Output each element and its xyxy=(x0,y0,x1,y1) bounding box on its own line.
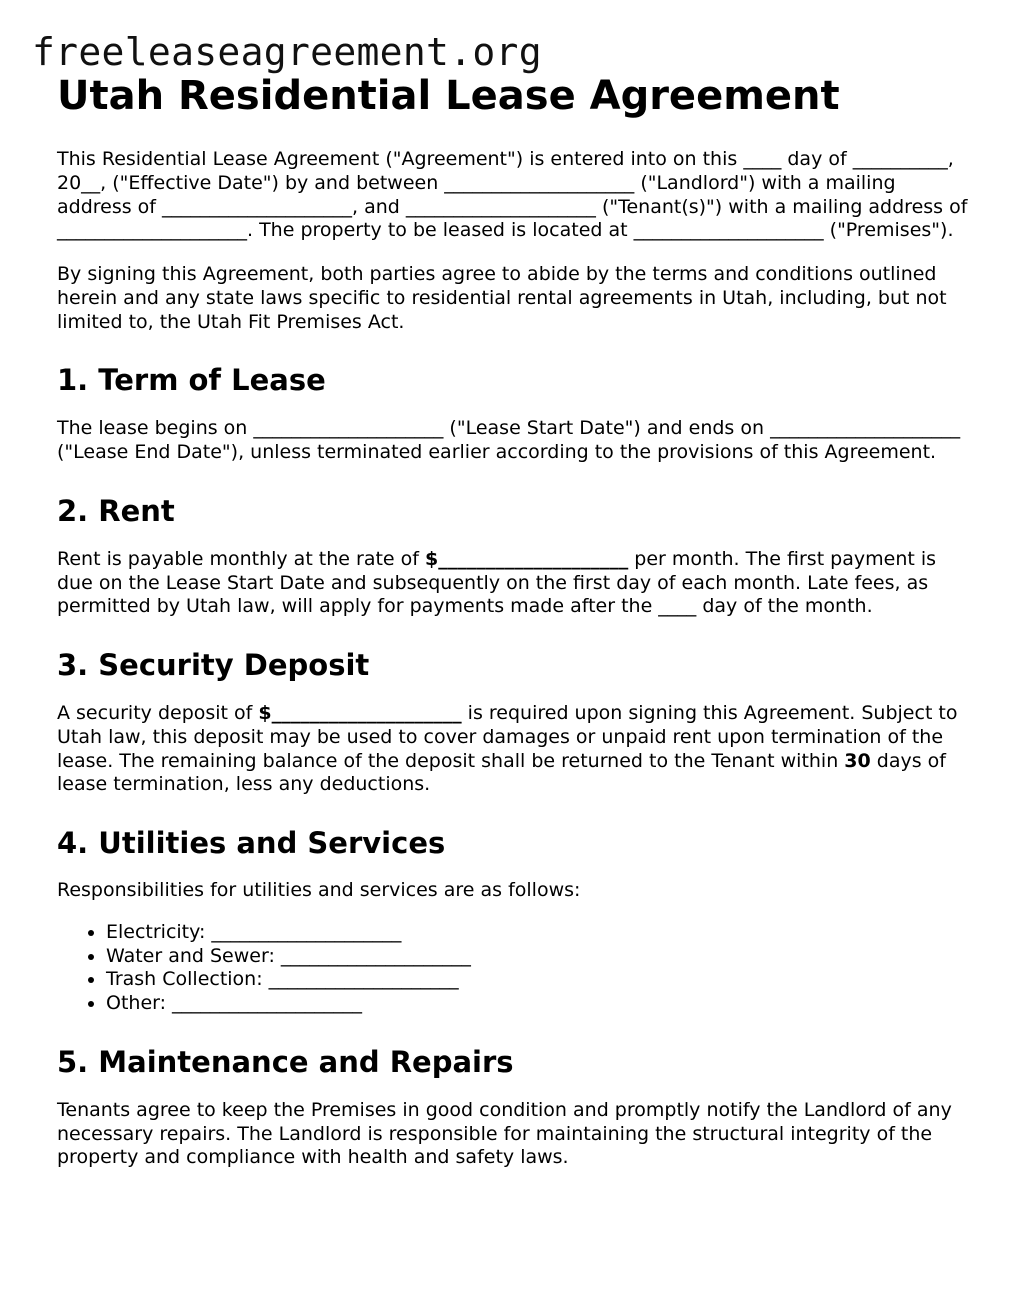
intro-paragraph: This Residential Lease Agreement ("Agreement") is entered into on this ____ day of __________, 20__, ("Effective Date") by and between ____________________ ("Landlord") with a mailing address of ____________________, and ____________________ ("Tenant(s)") with a mailing address of ____________________. The property to be leased is located at ____________________ ("Premises"). xyxy=(57,148,968,242)
document-title: Utah Residential Lease Agreement xyxy=(57,73,840,119)
rent-paragraph xyxy=(57,548,972,619)
term-paragraph: The lease begins on ____________________ ("Lease Start Date") and ends on ____________________ ("Lease End Date"), unless terminated earlier according to the provisions of this Agreement. xyxy=(57,417,961,463)
utility-water-sewer: • Water and Sewer: ____________________ xyxy=(106,945,972,969)
deposit-paragraph xyxy=(57,702,972,797)
maintenance-heading: 5. Maintenance and Repairs xyxy=(57,1044,514,1079)
deposit-text-after: days of lease termination, less any deductions. xyxy=(57,749,946,796)
utilities-intro: Responsibilities for utilities and services are as follows: xyxy=(57,879,581,901)
utility-electricity: • Electricity: ____________________ xyxy=(106,921,972,945)
rent-text-after: per month. The first payment is due on the Lease Start Date and subsequently on the first day of each month. Late fees, as permitted by Utah law, will apply for payments made after the ____ day of the month. xyxy=(57,547,937,618)
deposit-heading: 3. Security Deposit xyxy=(57,648,370,682)
deposit-text-before: A security deposit of xyxy=(57,702,259,724)
rent-amount: $____________________ xyxy=(425,547,629,570)
document-body xyxy=(57,72,972,1170)
rent-text-before: Rent is payable monthly at the rate of xyxy=(57,547,426,570)
deposit-text-middle: is required upon signing this Agreement. Subject to Utah law, this deposit may be used to cover damages or unpaid rent upon termination of the lease. The remaining balance of the deposit shall be returned to the Tenant within xyxy=(57,702,958,772)
rent-heading: 2. Rent xyxy=(57,493,175,528)
deposit-return-days: 30 xyxy=(844,749,871,772)
utilities-list xyxy=(57,921,972,1016)
utility-other: • Other: ____________________ xyxy=(106,992,972,1016)
deposit-amount: $____________________ xyxy=(258,702,462,724)
site-watermark: freeleaseagreement.org xyxy=(32,30,542,74)
maintenance-paragraph: Tenants agree to keep the Premises in good condition and promptly notify the Landlord of any necessary repairs. The Landlord is responsible for maintaining the structural integrity of the property and compliance with health and safety laws. xyxy=(57,1098,952,1169)
term-heading: 1. Term of Lease xyxy=(57,363,326,398)
agreement-paragraph: By signing this Agreement, both parties agree to abide by the terms and conditions outlined herein and any state laws specific to residential rental agreements in Utah, including, but not limited to, the Utah Fit Premises Act. xyxy=(57,263,947,333)
utility-trash: • Trash Collection: ____________________ xyxy=(106,968,972,992)
utilities-heading: 4. Utilities and Services xyxy=(57,826,446,860)
